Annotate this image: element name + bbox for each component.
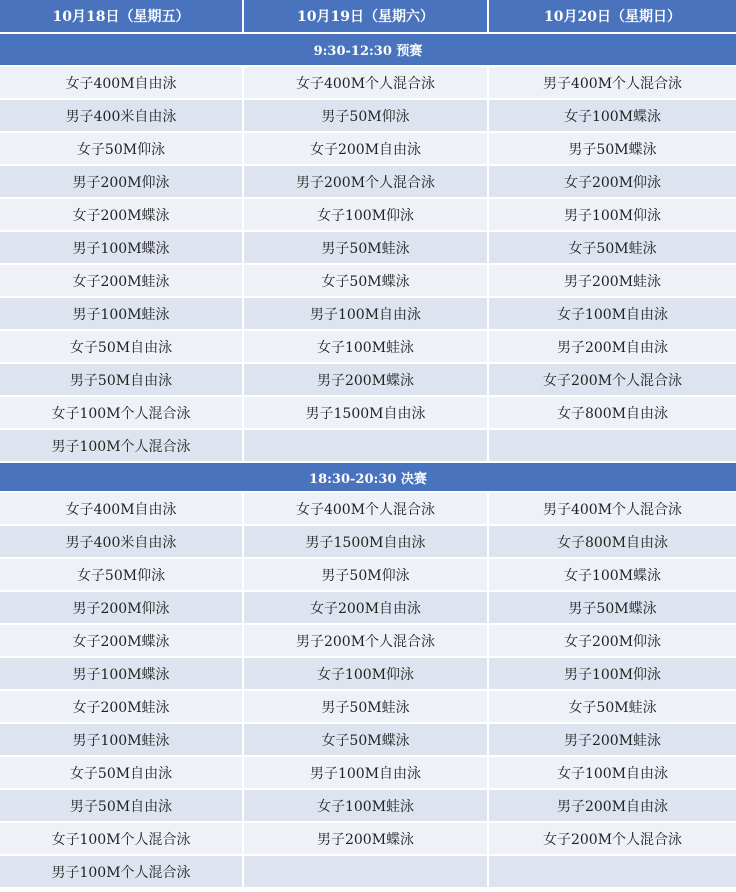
event-cell: 男子100M个人混合泳 [0, 856, 244, 889]
event-cell: 女子200M自由泳 [244, 133, 489, 166]
event-cell: 男子50M蛙泳 [244, 232, 489, 265]
event-cell: 男子200M个人混合泳 [244, 625, 489, 658]
event-cell: 女子100M自由泳 [489, 298, 736, 331]
event-cell: 女子100M蝶泳 [489, 100, 736, 133]
event-cell: 女子200M自由泳 [244, 592, 489, 625]
event-cell [489, 856, 736, 889]
event-cell: 女子400M个人混合泳 [244, 67, 489, 100]
event-cell: 女子200M仰泳 [489, 625, 736, 658]
event-cell: 女子400M自由泳 [0, 67, 244, 100]
event-cell: 女子400M个人混合泳 [244, 493, 489, 526]
event-cell: 男子200M仰泳 [0, 166, 244, 199]
event-cell: 男子100M个人混合泳 [0, 430, 244, 463]
event-cell: 女子50M自由泳 [0, 331, 244, 364]
event-cell: 女子200M蛙泳 [0, 265, 244, 298]
event-cell: 女子50M蛙泳 [489, 232, 736, 265]
event-cell [244, 856, 489, 889]
event-cell: 女子100M个人混合泳 [0, 397, 244, 430]
section-title-heats: 9:30-12:30 预赛 [0, 34, 736, 67]
event-cell: 男子200M蝶泳 [244, 364, 489, 397]
event-cell: 女子200M蛙泳 [0, 691, 244, 724]
event-cell: 男子400M个人混合泳 [489, 67, 736, 100]
event-cell: 女子50M蝶泳 [244, 724, 489, 757]
event-cell: 女子50M蝶泳 [244, 265, 489, 298]
event-cell: 男子200M蛙泳 [489, 265, 736, 298]
column-header-day3: 10月20日（星期日） [489, 0, 736, 34]
event-cell: 女子100M自由泳 [489, 757, 736, 790]
event-cell: 女子50M仰泳 [0, 559, 244, 592]
event-cell: 女子100M仰泳 [244, 199, 489, 232]
event-cell: 男子400米自由泳 [0, 526, 244, 559]
event-cell: 男子50M蝶泳 [489, 133, 736, 166]
event-cell: 女子100M蝶泳 [489, 559, 736, 592]
event-cell: 男子100M仰泳 [489, 199, 736, 232]
event-cell: 女子200M个人混合泳 [489, 364, 736, 397]
event-cell: 女子400M自由泳 [0, 493, 244, 526]
event-cell: 女子50M自由泳 [0, 757, 244, 790]
event-cell: 男子100M自由泳 [244, 298, 489, 331]
event-cell: 男子1500M自由泳 [244, 397, 489, 430]
event-cell: 男子200M个人混合泳 [244, 166, 489, 199]
event-cell: 男子100M蛙泳 [0, 298, 244, 331]
event-cell: 男子50M蛙泳 [244, 691, 489, 724]
event-cell: 男子200M仰泳 [0, 592, 244, 625]
event-cell [244, 430, 489, 463]
event-cell: 男子100M仰泳 [489, 658, 736, 691]
event-cell: 男子50M自由泳 [0, 364, 244, 397]
event-cell: 男子50M自由泳 [0, 790, 244, 823]
event-cell: 女子100M蛙泳 [244, 331, 489, 364]
event-cell [489, 430, 736, 463]
event-cell: 男子50M蝶泳 [489, 592, 736, 625]
event-cell: 男子50M仰泳 [244, 559, 489, 592]
event-cell: 男子100M蛙泳 [0, 724, 244, 757]
event-cell: 女子200M个人混合泳 [489, 823, 736, 856]
event-cell: 男子400M个人混合泳 [489, 493, 736, 526]
event-cell: 男子200M自由泳 [489, 331, 736, 364]
event-cell: 男子50M仰泳 [244, 100, 489, 133]
event-cell: 男子100M自由泳 [244, 757, 489, 790]
event-cell: 女子200M蝶泳 [0, 199, 244, 232]
event-cell: 男子200M蝶泳 [244, 823, 489, 856]
event-cell: 男子200M蛙泳 [489, 724, 736, 757]
event-cell: 男子100M蝶泳 [0, 658, 244, 691]
event-cell: 女子200M仰泳 [489, 166, 736, 199]
event-cell: 女子100M蛙泳 [244, 790, 489, 823]
event-cell: 女子50M蛙泳 [489, 691, 736, 724]
event-cell: 女子100M仰泳 [244, 658, 489, 691]
column-header-day2: 10月19日（星期六） [244, 0, 489, 34]
event-cell: 男子400米自由泳 [0, 100, 244, 133]
event-cell: 女子100M个人混合泳 [0, 823, 244, 856]
event-cell: 女子50M仰泳 [0, 133, 244, 166]
event-cell: 女子800M自由泳 [489, 526, 736, 559]
event-cell: 女子800M自由泳 [489, 397, 736, 430]
event-cell: 男子1500M自由泳 [244, 526, 489, 559]
event-cell: 男子200M自由泳 [489, 790, 736, 823]
column-header-day1: 10月18日（星期五） [0, 0, 244, 34]
section-title-finals: 18:30-20:30 决赛 [0, 463, 736, 493]
event-cell: 男子100M蝶泳 [0, 232, 244, 265]
event-cell: 女子200M蝶泳 [0, 625, 244, 658]
